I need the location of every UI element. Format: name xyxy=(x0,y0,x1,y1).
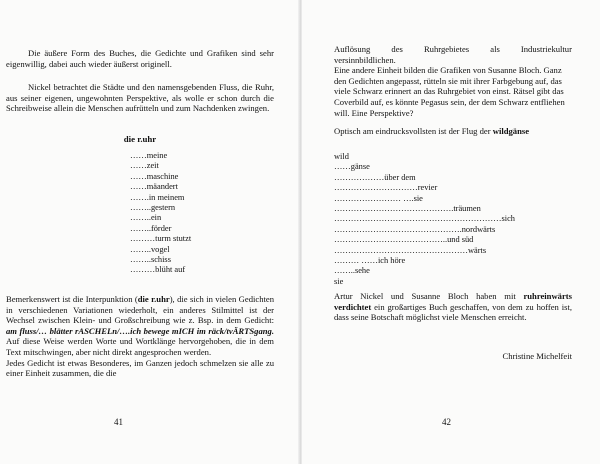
right-paragraph-1 xyxy=(334,44,572,137)
wildgaense-bold: wildgänse xyxy=(492,126,530,137)
para4-text-a: Artur Nickel und Susanne Bloch haben mit xyxy=(334,291,524,301)
left-paragraph-1: Die äußere Form des Buches, die Gedichte und Grafiken sind sehr eigenwillig, dabei auch wieder äußerst originell. xyxy=(6,48,274,69)
poem-line: ………blüht auf xyxy=(130,265,186,275)
para3-text-a: Bemerkenswert ist die Interpunktion ( xyxy=(6,294,138,304)
para3-text-e: Auf diese Weise werden Worte und Wortklänge hervorgehoben, die in dem Text mitschwingen, aber nicht direkt angesprochen werden. xyxy=(6,336,274,357)
poem-line: …………………………………..und süd xyxy=(334,235,474,245)
poem-line: ……mäandert xyxy=(130,182,178,192)
poem-line: wild xyxy=(334,152,349,161)
poem-line: sie xyxy=(334,276,344,286)
poem-line: ……gänse xyxy=(334,162,370,172)
poem-line: ……………………………………….nordwärts xyxy=(334,224,496,234)
flier-word: Auflösung xyxy=(334,44,371,54)
poem-line: ……zeit xyxy=(130,161,159,171)
para3-text-c: ), die sich in vielen Gedichten in verschiedenen Variationen wiederholt, ein anderes Stilmittel ist der Wechsel zwischen Klein- und Großschreibung wie z. Bsp. in dem Gedicht: xyxy=(6,294,274,326)
poem-line: …….in meinem xyxy=(130,192,185,202)
right-paragraph-2: Eine andere Einheit bilden die Grafiken von Susanne Bloch. Ganz den Gedichten angepasst, rütteln sie mit ihrer Farbgebung auf, das viele Schwarz erinnert an das Ruhrgebiet von einst. Rätsel gibt das Coverbild auf, es könnte Pegasus sein, der dem Schwarz entfliehen will. Eine Perspektive? xyxy=(334,65,565,118)
poem-line: …………………………………….träumen xyxy=(334,204,481,214)
poem-right xyxy=(334,152,515,287)
poem-line: ……..vogel xyxy=(130,244,170,254)
poem-line: ……..förder xyxy=(130,223,172,233)
para3-quote: am fluss/… blätter rASCHELn/….ich bewege mICH im räck/tvÄRTSgang. xyxy=(6,325,274,336)
page-number-left: 41 xyxy=(114,417,123,427)
signature: Christine Michelfeit xyxy=(502,351,572,361)
title-bold: ruhreinwärts verdichtet xyxy=(334,291,572,312)
flier-word: als xyxy=(490,44,500,54)
poem-title: die r.uhr xyxy=(123,134,157,144)
right-paragraph-3 xyxy=(334,126,572,137)
poem-line: ……………………………………………………sich xyxy=(334,214,515,224)
flier-line xyxy=(334,44,572,55)
poem-line: …………………………………………wärts xyxy=(334,245,487,255)
right-para1-rest: versinnbildlichen. xyxy=(334,54,396,65)
left-paragraph-4: Jedes Gedicht ist etwas Besonderes, im Ganzen jedoch schmelzen sie alle zu einer Einheit zusammen, die die xyxy=(6,357,274,379)
left-paragraph-2: Nickel betrachtet die Städte und den namensgebenden Fluss, die Ruhr, aus seiner eigenen, ungewohnten Perspektive, als wolle er schon durch die Schreibweise allein die Menschen aufrütteln und zum Nachdenken zwingen. xyxy=(6,82,274,114)
right-page xyxy=(302,0,600,464)
page-number-right: 42 xyxy=(442,417,451,427)
poem-line: ……maschine xyxy=(130,171,179,181)
flier-word: Ruhrgebietes xyxy=(423,44,470,54)
para3-text-a-right: Optisch am eindrucksvollsten ist der Flug der xyxy=(334,126,493,137)
poem-line: …………………… ….sie xyxy=(334,193,423,203)
poem-left xyxy=(130,151,191,276)
flier-word: des xyxy=(391,44,403,54)
poem-line: ……..sehe xyxy=(334,266,370,276)
poem-line: …………………………revier xyxy=(334,183,438,193)
para3-bold: die r.uhr xyxy=(137,294,170,304)
poem-line: ……..schiss xyxy=(130,255,171,265)
left-paragraph-3 xyxy=(6,294,274,379)
poem-line: ………………über dem xyxy=(334,172,416,182)
para4-text-c: ein großartiges Buch geschaffen, von dem zu hoffen ist, dass seine Botschaft möglichst viele Menschen erreicht. xyxy=(334,301,572,323)
poem-line: ………turm stutzt xyxy=(130,234,192,244)
poem-line: ……..gestern xyxy=(130,203,176,213)
poem-line: ……meine xyxy=(130,151,168,160)
flier-word: Industriekultur xyxy=(520,44,572,54)
poem-line: ……..ein xyxy=(130,213,162,223)
poem-line: ……… ……ich höre xyxy=(334,256,406,266)
right-paragraph-4 xyxy=(334,291,572,323)
